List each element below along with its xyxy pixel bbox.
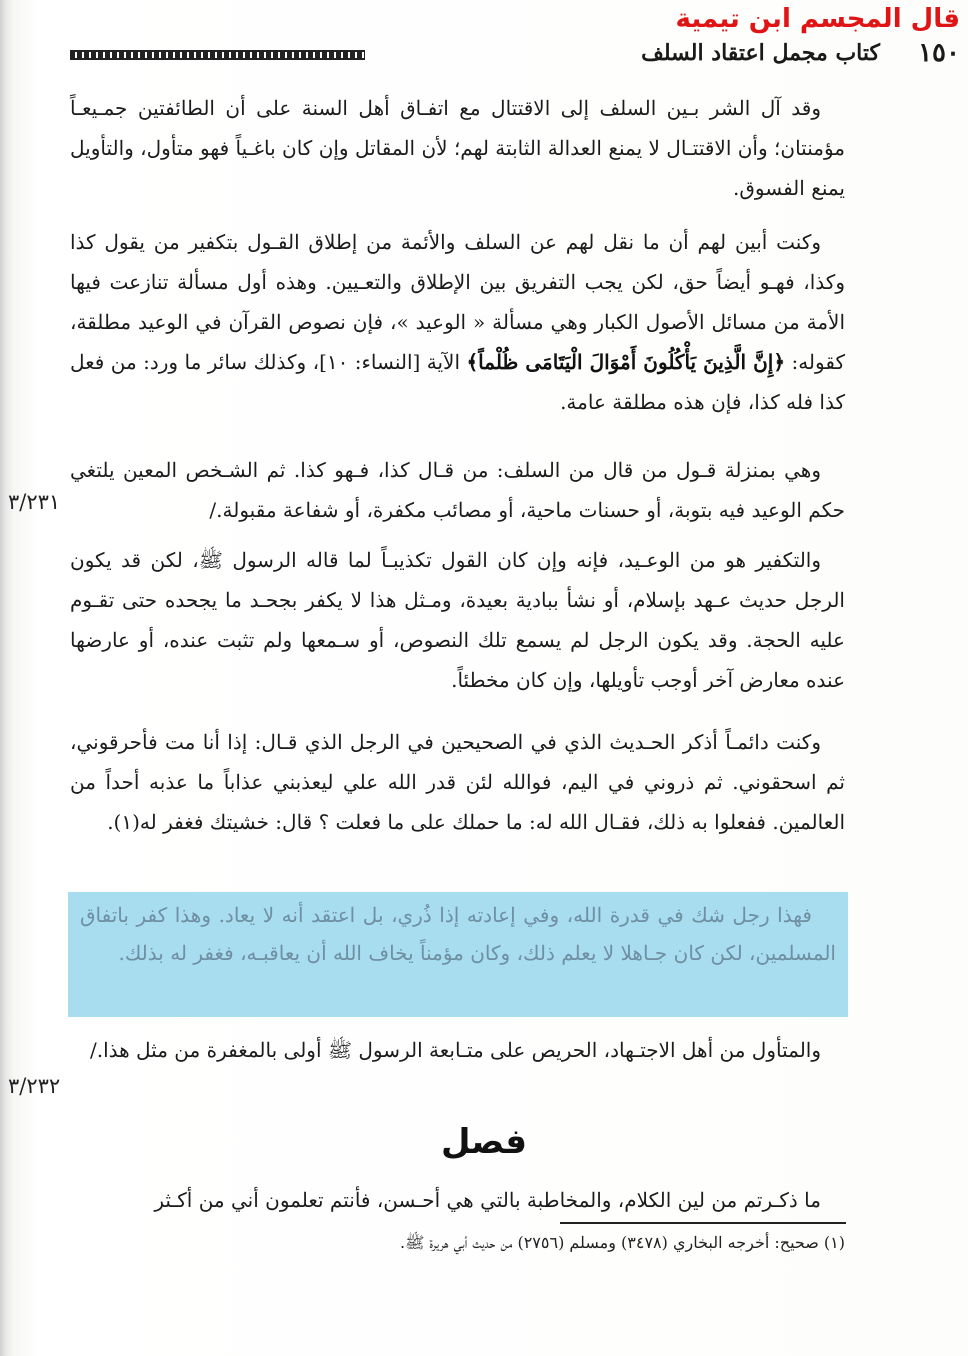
- paragraph-text: ما ذكـرتم من لين الكلام، والمخاطبة بالتي هي أحـسن، فأنتم تعلمون أني من أكـثر: [154, 1188, 821, 1212]
- margin-marker: ٣/٢٣٢: [8, 1074, 61, 1098]
- running-title: كتاب مجمل اعتقاد السلف: [641, 40, 880, 66]
- footnote-divider: [560, 1222, 846, 1224]
- paragraph-1: [70, 88, 845, 208]
- paragraph-text: والتكفير هو من الوعـيد، فإنه وإن كان القول تكذيبـاً لما قاله الرسول ﷺ، لكن قد يكون الرجل حديث عـهد بإسلام، أو نشأ ببادية بعيدة، ومـثل هذا لا يكفر بجحـد ما يجحده حتى تقـوم عليه الحجة. وقد يكون الرجل لم يسمع تلك النصوص، أو سـمعها ولم تثبت عنده، أو عارضها عنده معارض آخر أوجب تأويلها، وإن كان مخطئاً.: [70, 548, 845, 692]
- paragraph-3: [70, 450, 845, 530]
- footnote: (١) صحيح: أخرجه البخاري (٣٤٧٨) ومسلم (٢٧٥٦) من حديث أبي هريرة ﷺ.: [400, 1233, 845, 1252]
- paragraph-7: [70, 1030, 845, 1070]
- paragraph-2: [70, 222, 845, 422]
- page-header: [70, 38, 960, 72]
- paragraph-text: والمتأول من أهل الاجتـهاد، الحريص على متـابعة الرسول ﷺ أولى بالمغفرة من مثل هذا./: [89, 1038, 821, 1062]
- paragraph-4: [70, 540, 845, 700]
- section-heading: فصل: [440, 1122, 528, 1162]
- margin-marker: ٣/٢٣١: [8, 490, 61, 514]
- paragraph-text: فهذا رجل شك في قدرة الله، وفي إعادته إذا ذُري، بل اعتقد أنه لا يعاد. وهذا كفر باتفاق المسلمين، لكن كان جـاهلا لا يعلم ذلك، وكان مؤمناً يخاف الله أن يعاقبـه، فغفر له بذلك.: [80, 903, 836, 965]
- paragraph-5: [70, 722, 845, 842]
- page-number: ١٥٠: [918, 38, 960, 68]
- paragraph-text: وقد آل الشر بـين السلف إلى الاقتتال مع اتفـاق أهل السنة على أن الطائفتين جمـيعـاً مؤمنتان؛ وأن الاقتتـال لا يمنع العدالة الثابتة لهم؛ لأن المقاتل وإن كان باغـياً فهو متأول، والتأويل يمنع الفسوق.: [70, 96, 845, 200]
- section-first-line: [70, 1180, 845, 1220]
- quran-verse: ﴿إِنَّ الَّذِينَ يَأْكُلُونَ أَمْوَالَ الْيَتَامَى ظُلْماً﴾: [466, 350, 786, 374]
- paragraph-text: وهي بمنزلة قـول من قال من السلف: من قـال كذا، فـهو كذا. ثم الشـخص المعين يلتغي حكم الوعيد فيه بتوبة، أو حسنات ماحية، أو مصائب مكفرة، أو شفاعة مقبولة./: [70, 458, 845, 522]
- highlighted-paragraph: [68, 892, 848, 1017]
- decorative-rule: [70, 50, 365, 60]
- watermark-label: قال المجسم ابن تيمية: [675, 4, 960, 34]
- paragraph-text: وكنت دائمـاً أذكر الحـديث الذي في الصحيحين في الرجل الذي قـال: إذا أنا مت فأحرقوني، ثم اسحقوني. ثم ذروني في اليم، فوالله لئن قدر الله علي ليعذبني عذاباً ما عذبه أحداً من العالمين. ففعلوا به ذلك، فقـال الله له: ما حملك على ما فعلت ؟ قال: خشيتك فغفر له(١).: [70, 730, 845, 834]
- paragraph-text: وكنت أبين لهم أن ما نقل لهم عن السلف والأئمة من إطلاق القـول بتكفير من يقول كذا وكذا، فهـو أيضاً حق، لكن يجب التفريق بين الإطلاق والتعـيين. وهذه أول مسألة تنازعت فيها الأمة من مسائل الأصول الكبار وهي مسألة « الوعيد »، فإن نصوص القرآن في الوعيد مطلقة، كقوله: ﴿إِنَّ الَّذِينَ يَأْكُلُونَ أَمْوَالَ الْيَتَامَى ظُلْماً﴾ الآية [النساء: ١٠]، وكذلك سائر ما ورد: من فعل كذا فله كذا، فإن هذه مطلقة عامة.: [70, 230, 846, 414]
